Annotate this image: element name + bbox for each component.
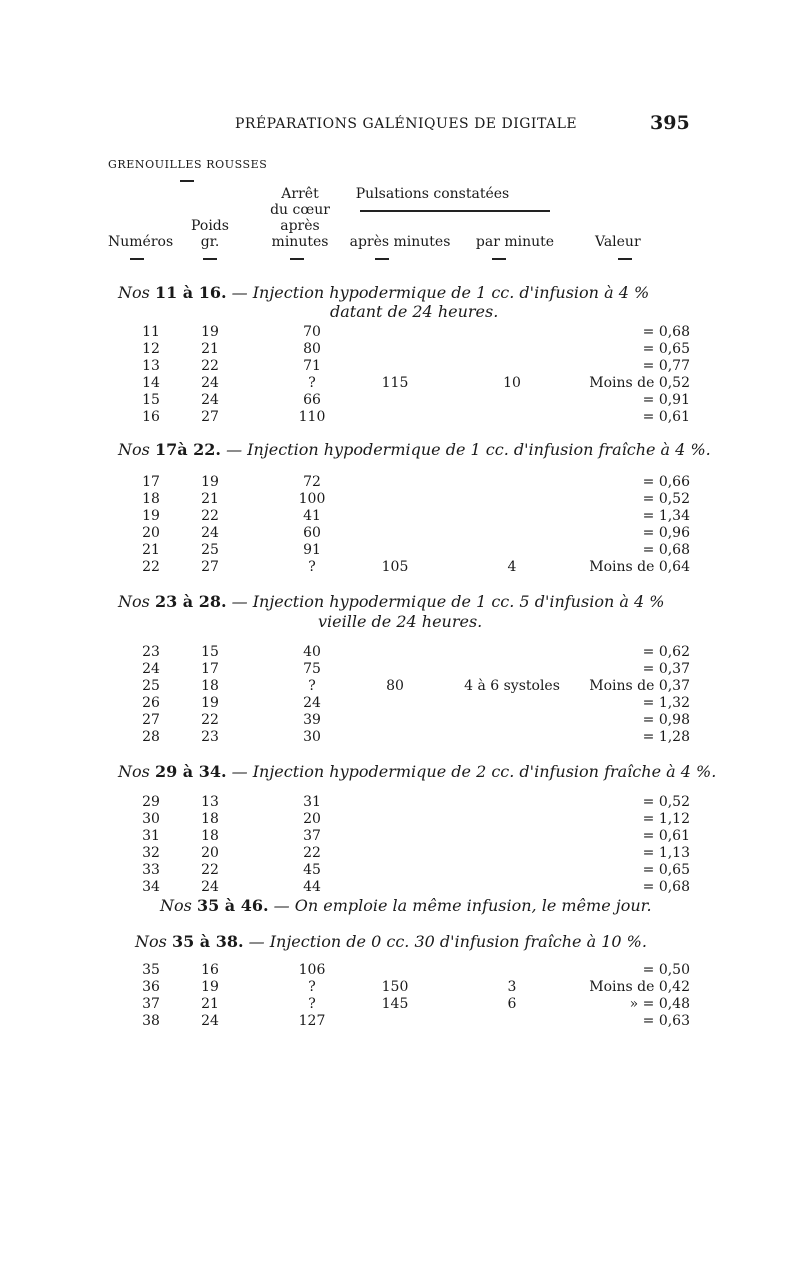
header-dash xyxy=(203,258,217,260)
group-text: — Injection de 0 cc. 30 d'infusion fraîche à 10 %. xyxy=(243,932,647,951)
cell-arret: 24 xyxy=(303,695,321,711)
cell-valeur: Moins de 0,64 xyxy=(589,559,690,575)
cell-arret: 31 xyxy=(303,794,321,810)
cell-apres-minutes: 115 xyxy=(381,375,409,391)
cell-valeur: = 1,34 xyxy=(642,508,690,524)
cell-num: 12 xyxy=(142,341,160,357)
cell-arret: ? xyxy=(308,678,316,694)
header-par-minute: par minute xyxy=(475,234,555,250)
cell-arret: ? xyxy=(308,559,316,575)
cell-valeur: Moins de 0,52 xyxy=(589,375,690,391)
cell-arret: 72 xyxy=(303,474,321,490)
cell-arret: 44 xyxy=(303,879,321,895)
cell-num: 36 xyxy=(142,979,160,995)
cell-num: 20 xyxy=(142,525,160,541)
cell-num: 21 xyxy=(142,542,160,558)
cell-arret: 20 xyxy=(303,811,321,827)
group-heading xyxy=(118,762,716,781)
cell-arret: 75 xyxy=(303,661,321,677)
cell-arret: 39 xyxy=(303,712,321,728)
cell-num: 26 xyxy=(142,695,160,711)
note-heading xyxy=(160,896,652,915)
header-arret-line: du cœur xyxy=(270,202,330,218)
group-text: — Injection hypodermique de 1 cc. d'infusion fraîche à 4 %. xyxy=(220,440,711,459)
cell-poids: 19 xyxy=(201,695,219,711)
cell-num: 14 xyxy=(142,375,160,391)
header-valeur: Valeur xyxy=(595,234,641,250)
header-arret-line: après xyxy=(280,218,320,234)
group-range: 29 à 34. xyxy=(154,762,227,781)
cell-poids: 22 xyxy=(201,508,219,524)
cell-num: 30 xyxy=(142,811,160,827)
cell-poids: 21 xyxy=(201,491,219,507)
cell-arret: 127 xyxy=(298,1013,326,1029)
cell-par-minute: 4 à 6 systoles xyxy=(464,678,560,694)
cell-arret: 100 xyxy=(298,491,326,507)
cell-poids: 24 xyxy=(201,1013,219,1029)
cell-num: 15 xyxy=(142,392,160,408)
cell-valeur: = 1,13 xyxy=(642,845,690,861)
group-range: 23 à 28. xyxy=(154,592,227,611)
cell-arret: 106 xyxy=(298,962,326,978)
cell-arret: 22 xyxy=(303,845,321,861)
cell-valeur: = 0,96 xyxy=(642,525,690,541)
cell-valeur: = 0,77 xyxy=(642,358,690,374)
cell-num: 28 xyxy=(142,729,160,745)
cell-num: 38 xyxy=(142,1013,160,1029)
group-range: 11 à 16. xyxy=(154,283,227,302)
cell-valeur: = 0,68 xyxy=(642,879,690,895)
group-heading-cont: datant de 24 heures. xyxy=(330,302,499,321)
cell-num: 13 xyxy=(142,358,160,374)
note-text: — On emploie la même infusion, le même jour. xyxy=(268,896,652,915)
header-dash xyxy=(618,258,632,260)
cell-num: 24 xyxy=(142,661,160,677)
cell-num: 37 xyxy=(142,996,160,1012)
cell-poids: 21 xyxy=(201,341,219,357)
group-heading xyxy=(118,283,649,302)
cell-num: 19 xyxy=(142,508,160,524)
cell-arret: ? xyxy=(308,979,316,995)
cell-valeur: = 1,12 xyxy=(642,811,690,827)
cell-arret: 60 xyxy=(303,525,321,541)
cell-poids: 15 xyxy=(201,644,219,660)
cell-apres-minutes: 105 xyxy=(381,559,409,575)
page-number: 395 xyxy=(650,112,690,134)
cell-poids: 18 xyxy=(201,811,219,827)
cell-poids: 22 xyxy=(201,358,219,374)
header-dash xyxy=(290,258,304,260)
cell-valeur: = 0,98 xyxy=(642,712,690,728)
cell-valeur: = 0,68 xyxy=(642,324,690,340)
cell-num: 27 xyxy=(142,712,160,728)
cell-apres-minutes: 80 xyxy=(386,678,404,694)
cell-num: 35 xyxy=(142,962,160,978)
cell-num: 29 xyxy=(142,794,160,810)
cell-num: 11 xyxy=(142,324,160,340)
group-range: 17à 22. xyxy=(154,440,221,459)
cell-arret: 30 xyxy=(303,729,321,745)
header-dash xyxy=(375,258,389,260)
cell-valeur: = 0,50 xyxy=(642,962,690,978)
running-head: PRÉPARATIONS GALÉNIQUES DE DIGITALE xyxy=(235,116,578,132)
group-text: — Injection hypodermique de 2 cc. d'infusion fraîche à 4 %. xyxy=(226,762,717,781)
group-range: 35 à 38. xyxy=(171,932,244,951)
cell-valeur: = 0,52 xyxy=(642,794,690,810)
cell-poids: 24 xyxy=(201,375,219,391)
cell-valeur: = 1,28 xyxy=(642,729,690,745)
cell-arret: 41 xyxy=(303,508,321,524)
header-arret xyxy=(255,186,345,250)
cell-arret: 40 xyxy=(303,644,321,660)
cell-num: 25 xyxy=(142,678,160,694)
cell-arret: 71 xyxy=(303,358,321,374)
cell-valeur: = 0,66 xyxy=(642,474,690,490)
cell-poids: 16 xyxy=(201,962,219,978)
cell-valeur: = 0,65 xyxy=(642,862,690,878)
group-prefix: Nos xyxy=(118,440,150,459)
header-poids-line: Poids xyxy=(191,218,229,234)
cell-par-minute: 6 xyxy=(507,996,517,1012)
cell-poids: 13 xyxy=(201,794,219,810)
cell-par-minute: 10 xyxy=(503,375,521,391)
cell-valeur: = 0,61 xyxy=(642,409,690,425)
header-pulsations: Pulsations constatées xyxy=(355,186,510,202)
cell-par-minute: 3 xyxy=(507,979,517,995)
cell-poids: 18 xyxy=(201,678,219,694)
cell-poids: 18 xyxy=(201,828,219,844)
header-dash xyxy=(130,258,144,260)
cell-valeur: = 0,91 xyxy=(642,392,690,408)
cell-num: 33 xyxy=(142,862,160,878)
cell-num: 18 xyxy=(142,491,160,507)
cell-valeur: = 0,68 xyxy=(642,542,690,558)
header-brace xyxy=(360,210,550,212)
cell-num: 31 xyxy=(142,828,160,844)
cell-valeur: = 0,65 xyxy=(642,341,690,357)
cell-poids: 19 xyxy=(201,979,219,995)
cell-valeur: » = 0,48 xyxy=(629,996,690,1012)
cell-apres-minutes: 150 xyxy=(381,979,409,995)
group-text: — Injection hypodermique de 1 cc. d'infusion à 4 % xyxy=(226,283,650,302)
header-numeros: Numéros xyxy=(108,234,174,250)
cell-num: 32 xyxy=(142,845,160,861)
note-prefix: Nos xyxy=(160,896,192,915)
cell-poids: 22 xyxy=(201,712,219,728)
cell-poids: 27 xyxy=(201,409,219,425)
group-heading xyxy=(135,932,647,951)
group-heading xyxy=(118,592,664,611)
cell-poids: 25 xyxy=(201,542,219,558)
cell-valeur: = 0,62 xyxy=(642,644,690,660)
cell-arret: 45 xyxy=(303,862,321,878)
header-dash xyxy=(492,258,506,260)
cell-valeur: Moins de 0,42 xyxy=(589,979,690,995)
cell-num: 17 xyxy=(142,474,160,490)
cell-num: 22 xyxy=(142,559,160,575)
header-poids xyxy=(180,218,240,250)
cell-poids: 20 xyxy=(201,845,219,861)
group-heading xyxy=(118,440,711,459)
group-prefix: Nos xyxy=(118,283,150,302)
cell-valeur: = 1,32 xyxy=(642,695,690,711)
header-poids-line: gr. xyxy=(200,234,220,250)
cell-arret: 110 xyxy=(298,409,326,425)
cell-num: 16 xyxy=(142,409,160,425)
cell-poids: 17 xyxy=(201,661,219,677)
cell-num: 23 xyxy=(142,644,160,660)
cell-poids: 24 xyxy=(201,879,219,895)
cell-valeur: = 0,37 xyxy=(642,661,690,677)
cell-valeur: = 0,52 xyxy=(642,491,690,507)
group-prefix: Nos xyxy=(118,762,150,781)
note-range: 35 à 46. xyxy=(196,896,269,915)
cell-poids: 21 xyxy=(201,996,219,1012)
cell-valeur: Moins de 0,37 xyxy=(589,678,690,694)
group-prefix: Nos xyxy=(135,932,167,951)
section-title: GRENOUILLES ROUSSES xyxy=(108,158,268,171)
cell-arret: 91 xyxy=(303,542,321,558)
cell-arret: 80 xyxy=(303,341,321,357)
cell-arret: ? xyxy=(308,996,316,1012)
cell-arret: 66 xyxy=(303,392,321,408)
group-prefix: Nos xyxy=(118,592,150,611)
cell-poids: 24 xyxy=(201,392,219,408)
cell-valeur: = 0,61 xyxy=(642,828,690,844)
cell-num: 34 xyxy=(142,879,160,895)
cell-poids: 19 xyxy=(201,474,219,490)
cell-poids: 23 xyxy=(201,729,219,745)
header-arret-line: Arrêt xyxy=(281,186,319,202)
group-text: — Injection hypodermique de 1 cc. 5 d'infusion à 4 % xyxy=(226,592,665,611)
divider xyxy=(180,180,194,182)
cell-poids: 27 xyxy=(201,559,219,575)
cell-arret: ? xyxy=(308,375,316,391)
cell-apres-minutes: 145 xyxy=(381,996,409,1012)
cell-poids: 19 xyxy=(201,324,219,340)
cell-arret: 70 xyxy=(303,324,321,340)
cell-par-minute: 4 xyxy=(507,559,517,575)
header-arret-line: minutes xyxy=(271,234,329,250)
header-apres-minutes: après minutes xyxy=(349,234,451,250)
cell-poids: 22 xyxy=(201,862,219,878)
cell-arret: 37 xyxy=(303,828,321,844)
cell-poids: 24 xyxy=(201,525,219,541)
group-heading-cont: vieille de 24 heures. xyxy=(318,612,483,631)
cell-valeur: = 0,63 xyxy=(642,1013,690,1029)
